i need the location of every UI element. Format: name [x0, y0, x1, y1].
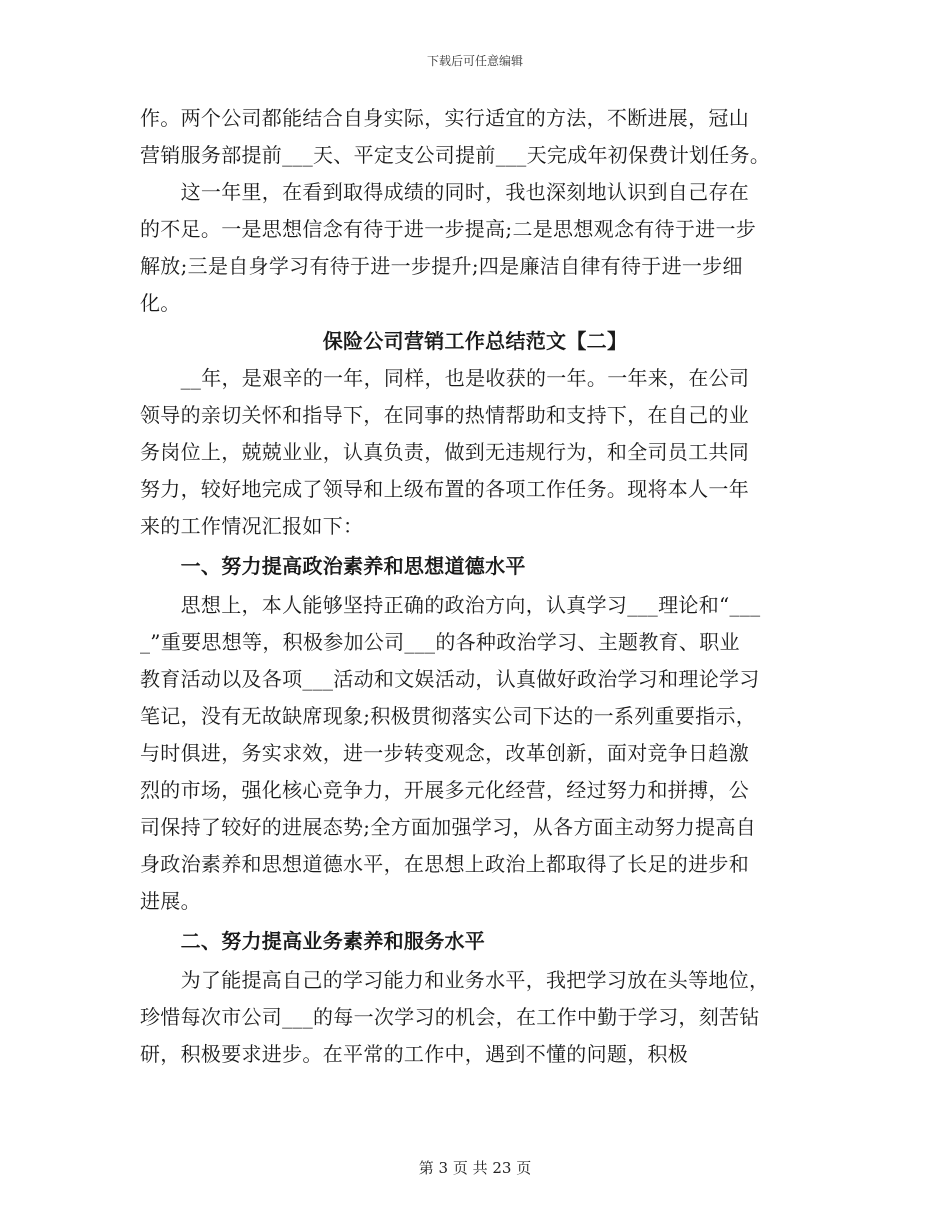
paragraph-line: 化。 [140, 291, 181, 315]
paragraph-line: 解放;三是自身学习有待于进一步提升;四是廉洁自律有待于进一步细 [140, 254, 743, 278]
paragraph-line: 笔记，没有无故缺席现象;积极贯彻落实公司下达的一系列重要指示， [140, 704, 757, 728]
paragraph-line: __年，是艰辛的一年，同样，也是收获的一年。一年来，在公司 [140, 366, 750, 390]
paragraph-line: 身政治素养和思想道德水平，在思想上政治上都取得了长足的进步和 [140, 852, 749, 876]
paragraph-line: 努力，较好地完成了领导和上级布置的各项工作任务。现将本人一年 [140, 477, 749, 501]
paragraph-line: 思想上，本人能够坚持正确的政治方向，认真学习___理论和“___ [140, 593, 761, 617]
paragraph-line: 营销服务部提前___天、平定支公司提前___天完成年初保费计划任务。 [140, 143, 771, 167]
paragraph-line: 来的工作情况汇报如下： [140, 514, 364, 538]
paragraph-line: 研，积极要求进步。在平常的工作中，遇到不懂的问题，积极 [140, 1042, 689, 1066]
paragraph-line: 的不足。一是思想信念有待于进一步提高;二是思想观念有待于进一步 [140, 217, 757, 241]
page-footer: 第 3 页 共 23 页 [418, 1159, 532, 1177]
paragraph-line: 珍惜每次市公司___的每一次学习的机会，在工作中勤于学习，刻苦钻 [140, 1005, 760, 1029]
subheading-business: 二、努力提高业务素养和服务水平 [140, 929, 486, 953]
paragraph-line: 为了能提高自己的学习能力和业务水平，我把学习放在头等地位， [140, 968, 770, 992]
paragraph-line: 进展。 [140, 889, 201, 913]
section-title: 保险公司营销工作总结范文【二】 [322, 329, 628, 353]
paragraph-line: 这一年里，在看到取得成绩的同时，我也深刻地认识到自己存在 [140, 180, 749, 204]
paragraph-line: 教育活动以及各项___活动和文娱活动，认真做好政治学习和理论学习 [140, 667, 760, 691]
subheading-political: 一、努力提高政治素养和思想道德水平 [140, 554, 526, 578]
page-header: 下载后可任意编辑 [426, 54, 523, 68]
paragraph-line: 烈的市场，强化核心竞争力，开展多元化经营，经过努力和拼搏，公 [140, 778, 749, 802]
paragraph-line: 务岗位上，兢兢业业，认真负责，做到无违规行为，和全司员工共同 [140, 440, 749, 464]
paragraph-line: 领导的亲切关怀和指导下，在同事的热情帮助和支持下，在自己的业 [140, 403, 749, 427]
paragraph-line: 与时俱进，务实求效，进一步转变观念，改革创新，面对竞争日趋激 [140, 741, 749, 765]
paragraph-line: _”重要思想等，积极参加公司___的各种政治学习、主题教育、职业 [140, 630, 740, 654]
paragraph-line: 司保持了较好的进展态势;全方面加强学习，从各方面主动努力提高自 [140, 815, 757, 839]
paragraph-line: 作。两个公司都能结合自身实际，实行适宜的方法，不断进展，冠山 [140, 106, 749, 130]
document-body [140, 100, 810, 1073]
